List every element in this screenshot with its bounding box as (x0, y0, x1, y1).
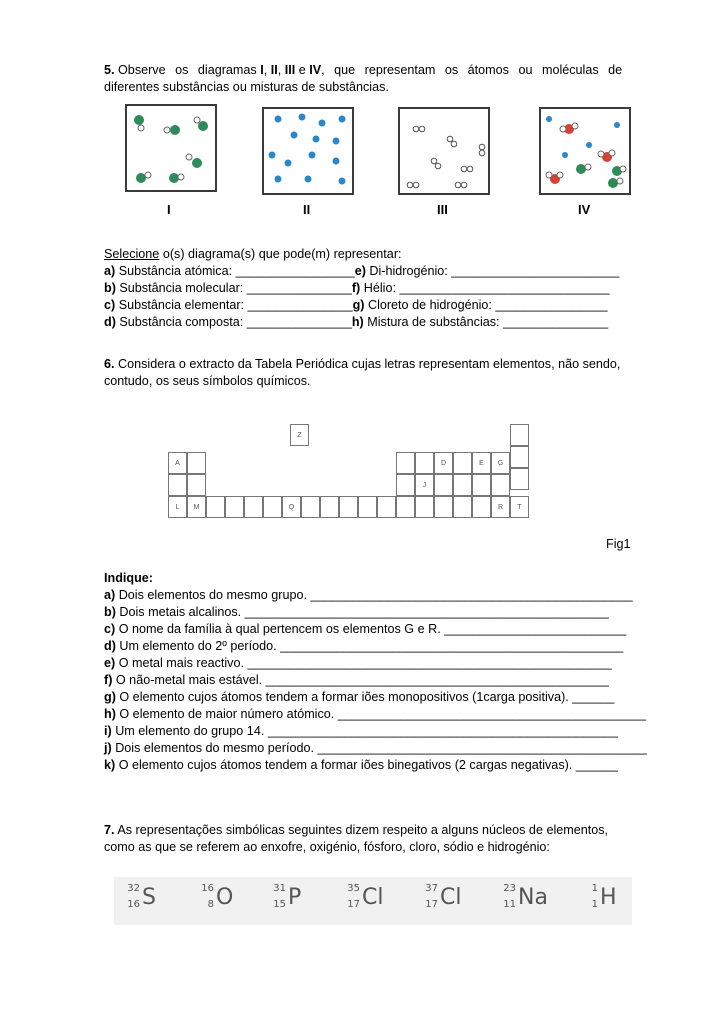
q5-item-row (104, 297, 656, 314)
item-letter: d) (104, 315, 116, 329)
item-text: Di-hidrogénio: ________________________ (365, 264, 620, 278)
table-cell (396, 452, 415, 474)
cell-Z: Z (290, 424, 309, 446)
q5-diagram-3-ref: III (284, 63, 296, 77)
table-cell (225, 496, 244, 518)
q6-indique-heading: Indique: (104, 571, 153, 585)
table-cell (472, 474, 491, 496)
table-cell (206, 496, 225, 518)
diagram-label-IV: IV (578, 202, 591, 217)
q5-comma: , (263, 63, 268, 77)
q6-item (104, 672, 656, 689)
item-letter: h) (351, 315, 364, 329)
item-text: Um elemento do grupo 14. __________________________________________________ (111, 724, 619, 738)
item-letter: j) (104, 741, 112, 755)
item-letter: g) (104, 690, 116, 704)
item-letter: g) (352, 298, 365, 312)
cell-T: T (510, 496, 529, 518)
q6-intro-text: Considera o extracto da Tabela Periódica cujas letras representam elementos, não sendo, (114, 357, 621, 371)
diagram-II-atoms (264, 109, 352, 193)
table-cell (415, 496, 434, 518)
q7-number: 7. (104, 823, 115, 837)
atomic-number: 16 (127, 899, 140, 910)
mass-number: 1 (591, 883, 598, 894)
cell-G: G (491, 452, 510, 474)
item-letter: b) (104, 281, 116, 295)
periodic-table-extract (148, 416, 548, 546)
item-letter: d) (104, 639, 116, 653)
cell-D: D (434, 452, 453, 474)
item-text: Substância elementar: _______________ (115, 298, 353, 312)
q6-item (104, 706, 656, 723)
q5-and: e (298, 63, 306, 77)
item-text: Cloreto de hidrogénio: ________________ (364, 298, 608, 312)
table-cell (453, 496, 472, 518)
item-text: O não-metal mais estável. _________________________________________________ (112, 673, 609, 687)
q5-select-instruction (104, 246, 656, 263)
nuclide-H-1 (584, 885, 617, 910)
atomic-number: 17 (347, 899, 360, 910)
mass-number: 35 (347, 883, 360, 894)
atomic-number: 17 (425, 899, 438, 910)
diagram-label-III: III (437, 202, 448, 217)
cell-A: A (168, 452, 187, 474)
table-cell (358, 496, 377, 518)
nuclide-symbols-strip (114, 877, 632, 925)
q6-item (104, 740, 656, 757)
q5-comma: , (277, 63, 282, 77)
item-text: Dois elementos do mesmo grupo. ______________________________________________ (115, 588, 633, 602)
item-text: Hélio: ______________________________ (360, 281, 610, 295)
atomic-number: 8 (207, 899, 214, 910)
nuclide-Cl-37 (424, 885, 461, 910)
table-cell (301, 496, 320, 518)
element-symbol: Na (518, 885, 548, 910)
item-letter: c) (104, 298, 116, 312)
table-cell (510, 468, 529, 490)
cell-J: J (415, 474, 434, 496)
mass-number: 31 (273, 883, 286, 894)
table-cell (263, 496, 282, 518)
mass-number: 16 (201, 883, 214, 894)
nuclide-S-32 (126, 885, 156, 910)
element-symbol: S (142, 885, 156, 910)
table-cell (396, 496, 415, 518)
item-text: Substância composta: _______________ (115, 315, 352, 329)
item-letter: a) (104, 588, 116, 602)
table-cell (320, 496, 339, 518)
cell-M: M (187, 496, 206, 518)
item-letter: k) (104, 758, 116, 772)
element-symbol: H (600, 885, 617, 910)
q5-select-word: Selecione (104, 247, 160, 261)
table-cell (510, 424, 529, 446)
nuclide-Cl-35 (346, 885, 383, 910)
q6-item (104, 604, 656, 621)
item-text: Substância molecular: _______________ (115, 281, 352, 295)
diagram-box-III (398, 107, 490, 195)
q6-item (104, 655, 656, 672)
q5-diagram-1-ref: I (260, 63, 264, 77)
item-text: Dois metais alcalinos. ____________________________________________________ (115, 605, 609, 619)
table-cell (434, 474, 453, 496)
q5-number: 5. (104, 63, 115, 77)
diagram-box-I (125, 104, 217, 192)
table-cell (187, 474, 206, 496)
table-cell (472, 496, 491, 518)
q5-diagram-4-ref: IV (309, 63, 322, 77)
diagram-box-II (262, 107, 354, 195)
table-cell (491, 474, 510, 496)
cell-E: E (472, 452, 491, 474)
diagram-label-I: I (167, 202, 171, 217)
q6-intro (104, 356, 656, 373)
item-letter: a) (104, 264, 116, 278)
mass-number: 37 (425, 883, 438, 894)
table-cell (377, 496, 396, 518)
table-cell (510, 446, 529, 468)
q6-intro-line2: contudo, os seus símbolos químicos. (104, 374, 311, 388)
element-symbol: Cl (362, 885, 384, 910)
nuclide-O-16 (200, 885, 233, 910)
q6-item (104, 757, 656, 774)
table-cell (453, 474, 472, 496)
table-cell (396, 474, 415, 496)
cell-Q: Q (282, 496, 301, 518)
q5-select-rest: o(s) diagrama(s) que pode(m) representar: (159, 247, 402, 261)
q6-item (104, 689, 656, 706)
diagram-III-molecules (400, 109, 488, 193)
q5-intro-text: Observe os diagramas (118, 63, 257, 77)
q7-intro-text: As representações simbólicas seguintes dizem respeito a alguns núcleos de elementos, (114, 823, 609, 837)
table-cell (187, 452, 206, 474)
mass-number: 32 (127, 883, 140, 894)
cell-L: L (168, 496, 187, 518)
item-letter: b) (104, 605, 116, 619)
item-letter: e) (104, 656, 116, 670)
nuclide-Na-23 (502, 885, 548, 910)
item-text: Mistura de substâncias: _______________ (363, 315, 609, 329)
table-cell (415, 452, 434, 474)
figure-caption: Fig1 (606, 537, 631, 551)
q6-item (104, 638, 656, 655)
atomic-number: 15 (273, 899, 286, 910)
table-cell (453, 452, 472, 474)
item-letter: e) (354, 264, 366, 278)
item-text: Um elemento do 2º período. _________________________________________________ (115, 639, 624, 653)
item-text: O elemento de maior número atómico. ____________________________________________ (115, 707, 646, 721)
diagram-I-molecules (127, 106, 215, 190)
q5-intro-rest: , que representam os átomos ou moléculas de (321, 63, 623, 77)
q7-intro-line2: como as que se referem ao enxofre, oxigénio, fósforo, cloro, sódio e hidrogénio: (104, 840, 550, 854)
nuclide-P-31 (272, 885, 301, 910)
item-letter: h) (104, 707, 116, 721)
cell-R: R (491, 496, 510, 518)
item-letter: f) (104, 673, 113, 687)
q5-intro-line2: diferentes substâncias ou misturas de substâncias. (104, 80, 389, 94)
mass-number: 23 (503, 883, 516, 894)
diagram-label-II: II (303, 202, 311, 217)
diagram-IV-mixture (541, 109, 629, 193)
table-cell (434, 496, 453, 518)
q5-diagram-2-ref: II (270, 63, 278, 77)
element-symbol: O (216, 885, 234, 910)
q5-item-row (104, 314, 656, 331)
q5-item-row (104, 280, 656, 297)
item-text: O elemento cujos átomos tendem a formar iões binegativos (2 cargas negativas). ______ (115, 758, 618, 772)
item-text: Dois elementos do mesmo período. _______________________________________________ (111, 741, 647, 755)
item-text: O metal mais reactivo. ____________________________________________________ (115, 656, 612, 670)
q6-item (104, 723, 656, 740)
q6-item (104, 587, 656, 604)
element-symbol: P (288, 885, 302, 910)
item-letter: i) (104, 724, 112, 738)
atomic-number: 1 (591, 899, 598, 910)
table-cell (339, 496, 358, 518)
item-text: Substância atómica: _________________ (115, 264, 355, 278)
atomic-number: 11 (503, 899, 516, 910)
item-text: O elemento cujos átomos tendem a formar iões monopositivos (1carga positiva). ______ (115, 690, 615, 704)
item-letter: c) (104, 622, 116, 636)
table-cell (244, 496, 263, 518)
item-text: O nome da família à qual pertencem os elementos G e R. __________________________ (115, 622, 627, 636)
q6-number: 6. (104, 357, 115, 371)
q7-intro (104, 822, 656, 839)
item-letter: f) (351, 281, 361, 295)
diagram-box-IV (539, 107, 631, 195)
q6-item (104, 621, 656, 638)
q5-item-row (104, 263, 656, 280)
table-cell (168, 474, 187, 496)
q5-intro (104, 62, 656, 79)
element-symbol: Cl (440, 885, 462, 910)
